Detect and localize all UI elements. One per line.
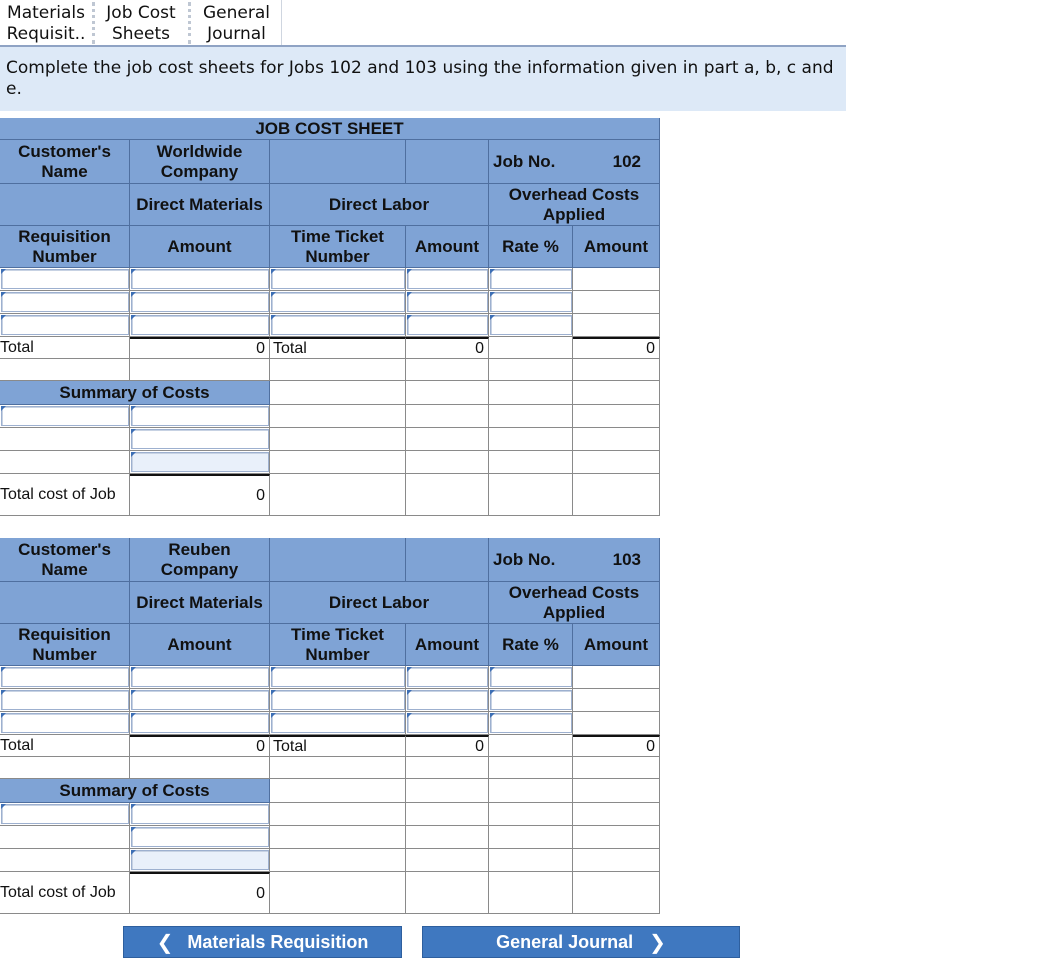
empty-cell xyxy=(489,381,573,405)
summary-amount-input[interactable] xyxy=(131,406,269,426)
empty-cell xyxy=(406,359,489,381)
customer-name: Reuben Company xyxy=(130,538,270,582)
entry-cell xyxy=(573,689,660,712)
summary-label-input[interactable] xyxy=(1,406,129,426)
empty-cell xyxy=(573,826,660,849)
summary-amount-input[interactable] xyxy=(131,827,269,847)
empty-cell xyxy=(406,757,489,779)
rate-header: Rate % xyxy=(489,624,573,666)
empty-cell xyxy=(406,826,489,849)
prev-button-label: Materials Requisition xyxy=(187,931,369,952)
overhead-total-value: 0 xyxy=(573,337,660,359)
empty-cell xyxy=(406,405,489,428)
empty-cell xyxy=(573,803,660,826)
empty-cell xyxy=(0,359,130,381)
summary-label-input[interactable] xyxy=(1,804,129,824)
empty-cell xyxy=(270,428,406,451)
summary-of-costs-header: Summary of Costs xyxy=(0,381,270,405)
empty-cell xyxy=(489,451,573,474)
empty-cell xyxy=(130,359,270,381)
tab-label-line1: General xyxy=(203,3,270,23)
customers-name-label: Customer's Name xyxy=(0,140,130,184)
total-cost-label: Total cost of Job xyxy=(0,474,130,516)
empty-cell xyxy=(573,757,660,779)
header-blank xyxy=(406,538,489,582)
overhead-header: Overhead Costs Applied xyxy=(489,582,660,624)
job-number-cell xyxy=(489,538,660,582)
empty-cell xyxy=(573,428,660,451)
empty-cell xyxy=(489,872,573,914)
instruction-text: Complete the job cost sheets for Jobs 102 and 103 using the information given in part a, b, c and e. xyxy=(0,47,846,111)
empty-cell xyxy=(489,735,573,757)
requisition-input[interactable] xyxy=(1,713,129,733)
job-no-value: 103 xyxy=(612,549,641,569)
requisition-number-header: Requisition Number xyxy=(0,624,130,666)
rate-input[interactable] xyxy=(490,667,572,687)
empty-cell xyxy=(489,405,573,428)
empty-cell xyxy=(270,849,406,872)
labor-amount-input[interactable] xyxy=(407,690,488,710)
time-ticket-number-header: Time Ticket Number xyxy=(270,624,406,666)
empty-cell xyxy=(573,359,660,381)
tab-general-journal[interactable] xyxy=(192,0,282,46)
summary-amount-input[interactable] xyxy=(131,452,269,472)
empty-cell xyxy=(270,803,406,826)
labor-amount-header: Amount xyxy=(406,226,489,268)
empty-cell xyxy=(489,757,573,779)
labor-amount-input[interactable] xyxy=(407,713,488,733)
requisition-input[interactable] xyxy=(1,667,129,687)
empty-cell xyxy=(270,381,406,405)
materials-total-value: 0 xyxy=(130,337,270,359)
tab-label-line2: Sheets xyxy=(111,24,170,44)
materials-amount-input[interactable] xyxy=(131,713,269,733)
tab-materials-requisition[interactable] xyxy=(0,0,92,46)
empty-cell xyxy=(573,872,660,914)
labor-amount-input[interactable] xyxy=(407,292,488,312)
materials-amount-input[interactable] xyxy=(131,292,269,312)
tab-label-line2: Requisit.. xyxy=(6,24,86,44)
requisition-input[interactable] xyxy=(1,292,129,312)
customers-name-label: Customer's Name xyxy=(0,538,130,582)
empty-cell xyxy=(0,849,130,872)
requisition-input[interactable] xyxy=(1,690,129,710)
empty-cell xyxy=(489,803,573,826)
empty-cell xyxy=(406,428,489,451)
direct-materials-header: Direct Materials xyxy=(130,582,270,624)
entry-cell xyxy=(573,712,660,735)
time-ticket-input[interactable] xyxy=(271,315,405,335)
empty-cell xyxy=(489,474,573,516)
tab-label-line1: Materials xyxy=(7,3,85,23)
empty-cell xyxy=(573,405,660,428)
summary-amount-input[interactable] xyxy=(131,429,269,449)
tab-label-line2: Journal xyxy=(207,24,266,44)
rate-input[interactable] xyxy=(490,713,572,733)
header-blank xyxy=(0,184,130,226)
job-no-label: Job No. xyxy=(493,549,556,569)
materials-amount-header: Amount xyxy=(130,624,270,666)
direct-materials-header: Direct Materials xyxy=(130,184,270,226)
empty-cell xyxy=(0,451,130,474)
empty-cell xyxy=(406,474,489,516)
empty-cell xyxy=(573,474,660,516)
job-no-value: 102 xyxy=(612,151,641,171)
labor-amount-input[interactable] xyxy=(407,667,488,687)
time-ticket-input[interactable] xyxy=(271,667,405,687)
empty-cell xyxy=(406,803,489,826)
summary-amount-input[interactable] xyxy=(131,850,269,870)
header-blank xyxy=(270,140,406,184)
entry-cell xyxy=(573,314,660,337)
entry-cell xyxy=(573,268,660,291)
total-cost-value: 0 xyxy=(130,474,270,516)
rate-header: Rate % xyxy=(489,226,573,268)
time-ticket-input[interactable] xyxy=(271,713,405,733)
overhead-total-value: 0 xyxy=(573,735,660,757)
empty-cell xyxy=(406,779,489,803)
prev-materials-requisition-button[interactable] xyxy=(123,926,402,958)
time-ticket-input[interactable] xyxy=(271,269,405,289)
empty-cell xyxy=(270,872,406,914)
empty-cell xyxy=(0,826,130,849)
empty-cell xyxy=(489,359,573,381)
entry-cell xyxy=(573,291,660,314)
empty-cell xyxy=(489,337,573,359)
overhead-amount-header: Amount xyxy=(573,624,660,666)
empty-cell xyxy=(573,451,660,474)
time-ticket-number-header: Time Ticket Number xyxy=(270,226,406,268)
materials-amount-header: Amount xyxy=(130,226,270,268)
empty-cell xyxy=(270,451,406,474)
empty-cell xyxy=(406,451,489,474)
empty-cell xyxy=(573,779,660,803)
empty-cell xyxy=(406,381,489,405)
summary-amount-input[interactable] xyxy=(131,804,269,824)
empty-cell xyxy=(270,757,406,779)
job-number-cell xyxy=(489,140,660,184)
materials-amount-input[interactable] xyxy=(131,690,269,710)
empty-cell xyxy=(270,359,406,381)
labor-amount-header: Amount xyxy=(406,624,489,666)
rate-input[interactable] xyxy=(490,269,572,289)
sheet-title: JOB COST SHEET xyxy=(0,118,660,140)
requisition-number-header: Requisition Number xyxy=(0,226,130,268)
header-blank xyxy=(0,582,130,624)
empty-cell xyxy=(270,826,406,849)
next-button-label: General Journal xyxy=(496,931,634,952)
total-cost-value: 0 xyxy=(130,872,270,914)
labor-total-value: 0 xyxy=(406,735,489,757)
total-cost-label: Total cost of Job xyxy=(0,872,130,914)
empty-cell xyxy=(0,428,130,451)
direct-labor-header: Direct Labor xyxy=(270,582,489,624)
empty-cell xyxy=(270,474,406,516)
empty-cell xyxy=(489,826,573,849)
labor-total-label: Total xyxy=(270,735,406,757)
empty-cell xyxy=(406,872,489,914)
empty-cell xyxy=(130,757,270,779)
materials-total-label: Total xyxy=(0,337,130,359)
chevron-left-icon: ❮ xyxy=(156,931,174,954)
materials-amount-input[interactable] xyxy=(131,315,269,335)
tab-job-cost-sheets[interactable] xyxy=(96,0,186,46)
rate-input[interactable] xyxy=(490,292,572,312)
time-ticket-input[interactable] xyxy=(271,292,405,312)
labor-amount-input[interactable] xyxy=(407,315,488,335)
empty-cell xyxy=(270,779,406,803)
header-blank xyxy=(270,538,406,582)
labor-amount-input[interactable] xyxy=(407,269,488,289)
empty-cell xyxy=(489,779,573,803)
empty-cell xyxy=(0,757,130,779)
job-no-label: Job No. xyxy=(493,151,556,171)
empty-cell xyxy=(270,405,406,428)
summary-of-costs-header: Summary of Costs xyxy=(0,779,270,803)
materials-amount-input[interactable] xyxy=(131,269,269,289)
labor-total-label: Total xyxy=(270,337,406,359)
requisition-input[interactable] xyxy=(1,269,129,289)
direct-labor-header: Direct Labor xyxy=(270,184,489,226)
materials-total-label: Total xyxy=(0,735,130,757)
overhead-amount-header: Amount xyxy=(573,226,660,268)
rate-input[interactable] xyxy=(490,315,572,335)
empty-cell xyxy=(489,849,573,872)
customer-name: Worldwide Company xyxy=(130,140,270,184)
tab-label-line1: Job Cost xyxy=(106,3,176,23)
empty-cell xyxy=(489,428,573,451)
header-blank xyxy=(406,140,489,184)
materials-amount-input[interactable] xyxy=(131,667,269,687)
entry-cell xyxy=(573,666,660,689)
materials-total-value: 0 xyxy=(130,735,270,757)
empty-cell xyxy=(573,381,660,405)
empty-cell xyxy=(573,849,660,872)
requisition-input[interactable] xyxy=(1,315,129,335)
time-ticket-input[interactable] xyxy=(271,690,405,710)
chevron-right-icon: ❯ xyxy=(649,931,666,954)
next-general-journal-button[interactable] xyxy=(422,926,740,958)
overhead-header: Overhead Costs Applied xyxy=(489,184,660,226)
labor-total-value: 0 xyxy=(406,337,489,359)
empty-cell xyxy=(406,849,489,872)
rate-input[interactable] xyxy=(490,690,572,710)
